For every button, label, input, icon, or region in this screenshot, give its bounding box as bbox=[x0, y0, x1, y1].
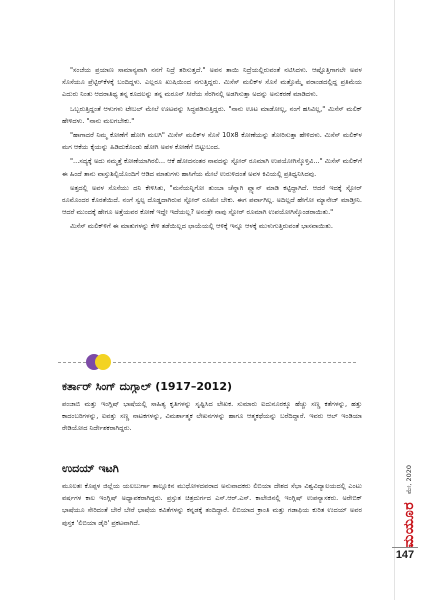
translator-name-heading: ಉದಯ್ ಇಟಗಿ bbox=[62, 462, 119, 475]
story-paragraph-2: ಒಬ್ಬರುತ್ತಿದ್ದಂತೆ ಆಳುಗಳು ಟೇಬಲ್ ಮೇಲೆ ಊಟವನ್ನು ಸಿದ್ಧಪಡಿಸುತ್ತಿದ್ದರು. "ನಾನು ಊಟ ಮಾಡೋಲ್ಲ, ನಂಗೆ ಹಸಿವಿಲ್ಲ," ಮಿಸೆಸ್ ಮಲಿಕ್ ಹೇಳಿದಳು. "ನಾನು ಮಲಗಬೇಕು." bbox=[62, 104, 362, 125]
issue-date: ಮೇ, 2020 bbox=[405, 464, 413, 494]
translator-bio bbox=[62, 462, 362, 529]
story-paragraph-3: "ಹಾಗಾದರೆ ನಿಮ್ಮ ಕೋಣೆಗೆ ಹೋಗಿ ಮಲಗಿ" ಮಿಸೆಸ್ ಮಲಿಕ್‌ಳ ಸೊಸೆ 10x8 ಕೋಣೆಯನ್ನು ತೋರಿಸುತ್ತಾ ಹೇಳಿದಳು. ಮಿಸೆಸ್ ಮಲಿಕ್‌ಳ ಮಗ ಆಕೆಯ ಕೈಯನ್ನು ಹಿಡಿದುಕೊಂಡು ಹೋಗಿ ಅವಳ ಕೋಣೆಗೆ ಬಿಟ್ಟುಬಂದ. bbox=[62, 131, 362, 152]
magazine-logo: ಮಯೂರ bbox=[401, 501, 417, 548]
decorative-dots bbox=[86, 354, 116, 370]
story-text bbox=[62, 64, 362, 235]
story-paragraph-4: "...ಸದ್ಯಕ್ಕೆ ಅದು ನಮ್ಮತ್ತೆ ಕೋಣೆಯಾಗಿರಲಿ... ಆಕೆ ಹೋದನಂತರ ನಾವದನ್ನು ಸ್ಟೋರ್ ರೂಮಾಗಿ ಉಪಯೋಗಿಸ್ಕೊಳ್ತಿವಿ..." ಮಿಸೆಸ್ ಮಲಿಕ್‌ಗೆ ಈ ಹಿಂದೆ ತಾನು ವಾಸ್ತುಶಿಲ್ಪಿಯೊಂದಿಗೆ ಆಡಿದ ಮಾತುಗಳು ಹಾಸಿಗೆಯ ಮೇಲೆ ಉರುಳಿದಂತೆ ಅವಳ ಕಿವಿಯಲ್ಲಿ ಪ್ರತಿಧ್ವನಿಸಿದವು. bbox=[62, 157, 363, 178]
sidebar-vertical-text bbox=[398, 448, 420, 548]
page-sidebar bbox=[394, 0, 422, 600]
author-name-heading: ಕರ್ತಾರ್ ಸಿಂಗ್ ದುಗ್ಗಾಲ್ (1917–2012) bbox=[62, 380, 233, 393]
story-paragraph-1: "ಸಂಜೆಯ ಪ್ರಯಾಣ ಸಾಮಾನ್ಯವಾಗಿ ನನಗೆ ನಿದ್ರೆ ತರಿಸುತ್ತದೆ." ಅವನ ತಾಯಿ ನಿದ್ರೆಯಲ್ಲಿರುವಂತೆ ನಟಿಸಿದಳು. ಆಷ್ಟೊತ್ತಿಗಾಗಲೇ ಅವಳ ಸೊಸೆಯೂ ಪ್ರೆಟ್ಟಿರ್‌ಕೆಳಕ್ಕೆ ಬಂದಿದ್ದಳು. ಎಲ್ಲರೂ ಖುಷಿಯಿಂದ ನಗುತ್ತಿದ್ದರು. ಮಿಸೆಸ್ ಮಲಿಕ್‌ಳ ಸೊಸೆ ಮತ್ತೊಮ್ಮೆ ವರಾಂಡದಲ್ಲಿದ್ದ ಪ್ರತಿಮೆಯ ಎದುರು ನಿಂತು ಆದರಾತಿಥ್ಯ ತನ್ನ ಕೂದಲನ್ನು ತನ್ನ ಮರೂನ್ ಸೀರೆಯ ಸೆರಗಿನಲ್ಲಿ ಅಡಗಿಸುತ್ತಾ ಅದನ್ನು ಅನುಕರಣೆ ಮಾಡಿದಳು. bbox=[62, 66, 362, 99]
story-paragraph-5: ಅತ್ತದಲ್ಲಿ ಅವಳ ಸೊಸೆಯು ದನಿ ಕೇಳಿಸಿತು, "ಮನೆಯನ್ನಿಗೋ ತುಂಬಾ ಚೆನ್ನಾಗಿ ಪ್ಲ್ಯಾನ್ ಮಾಡಿ ಕಟ್ಟಿದ್ದಾಗಿದೆ. ಆದರೆ ಇದಕ್ಕೆ ಸ್ಟೋರ್ ರೂಮೊಂದರ ಕೊರತೆಯಿದೆ. ನಂಗೆ ಸ್ವಲ್ಪ ದೊಡ್ಡದಾಗಿರುವ ಸ್ಟೋರ್ ರೂಮೇ ಬೇಕು. ಈಗ ಪರ್ವಾಗಿಲ್ಲ. ಅದಿಲ್ಲದೆ ಹೇಗೋ ಮ್ಯಾನೇಜ್ ಮಾಡ್ತೀನಿ. ಆದರೆ ಮುಂದಕ್ಕೆ ಹೇಗೂ ಅತ್ತೆಯವರ ಕೋಣೆ ಇದ್ದೇ ಇದೆಯಲ್ಲ? ಅನಂತ್ರೇ ನಾವು ಸ್ಟೋರ್ ರೂಮಾಗಿ ಉಪಯೋಗಿಸ್ಕೊಂಡರಾಯಿತು." bbox=[62, 183, 362, 217]
author-bio-text: ಪಂಜಾಬಿ ಮತ್ತು ಇಂಗ್ಲಿಷ್ ಭಾಷೆಯಲ್ಲಿ ಸಾಹಿತ್ಯ ಕೃತಿಗಳನ್ನು ಸೃಷ್ಟಿಸಿದ ಲೇಖಕ. ಸುಮಾರು ಐದುನೂರಕ್ಕೂ ಹೆಚ್ಚು ಸಣ್ಣ ಕತೆಗಳನ್ನು, ಹತ್ತು ಕಾದಂಬರಿಗಳನ್ನು, ಐವತ್ತು ಸಣ್ಣ ನಾಟಕಗಳನ್ನು, ವಿಮರ್ಶಾತ್ಮಕ ಲೇಖನಗಳನ್ನು ಹಾಗೂ ಆತ್ಮಕಥೆಯನ್ನು ಬರೆದಿದ್ದಾರೆ. ಇವರು ಆಲ್ ಇಂಡಿಯಾ ರೇಡಿಯೋದ ನಿರ್ದೇಶಕರಾಗಿದ್ದರು. bbox=[62, 400, 362, 433]
yellow-dot-icon bbox=[95, 354, 111, 370]
story-paragraph-6: ಮಿಸೆಸ್ ಮಲಿಕ್‌ಳಿಗೆ ಈ ಮಾತುಗಳನ್ನು ಕೇಳಿ ತಡೆಯಿಲ್ಲದ ಛಾಯೆಯಲ್ಲಿ ಆಳಿಕ್ಕೆ ಇನ್ನೂ ಆಳಕ್ಕೆ ಮುಳುಗುತ್ತಿರುವಂತೆ ಭಾಸವಾಯಿತು. bbox=[70, 222, 333, 231]
page-number: 147 bbox=[395, 549, 415, 561]
author-bio bbox=[62, 380, 362, 435]
page-number-rule bbox=[392, 547, 418, 548]
translator-bio-text: ಮೂಲತಃ ಕೊಪ್ಪಳ ಜಿಲ್ಲೆಯ ಯಲಬುರ್ಗಾ ತಾಲ್ಲೂಕಿನ ಮುಧೋಳದವರಾದ ಅನುವಾದಕರು ಲಿಬಿಯಾ ದೇಶದ ಸೆಭಾ ವಿಶ್ವವಿದ್ಯಾಲಯದಲ್ಲಿ ಎಂಟು ವರ್ಷಗಳ ಕಾಲ ಇಂಗ್ಲಿಷ್ ಅಧ್ಯಾಪಕರಾಗಿದ್ದರು. ಪ್ರಸ್ತುತ ಚಿತ್ರದುರ್ಗದ ಎಸ್.ಆರ್.ಎಸ್. ಕಾಲೇಜಿನಲ್ಲಿ ಇಂಗ್ಲಿಷ್ ಉಪನ್ಯಾಸಕರು. ಅರೇಬಿಕ್ ಭಾಷೆಯೂ ಸೇರಿದಂತೆ ಬೇರೆ ಬೇರೆ ಭಾಷೆಯ ಕವಿತೆಗಳನ್ನು ಕನ್ನಡಕ್ಕೆ ತಂದಿದ್ದಾರೆ. ಲಿಬಿಯಾದ ಕ್ರಾಂತಿ ಮತ್ತು ಗಡಾಫಿಯ ಕುರಿತ ಉದಯ್ ಅವರ ಪುಸ್ತಕ 'ಲಿಬಿಯಾ ಡೈರಿ' ಪ್ರಕಟವಾಗಿದೆ. bbox=[62, 482, 362, 527]
